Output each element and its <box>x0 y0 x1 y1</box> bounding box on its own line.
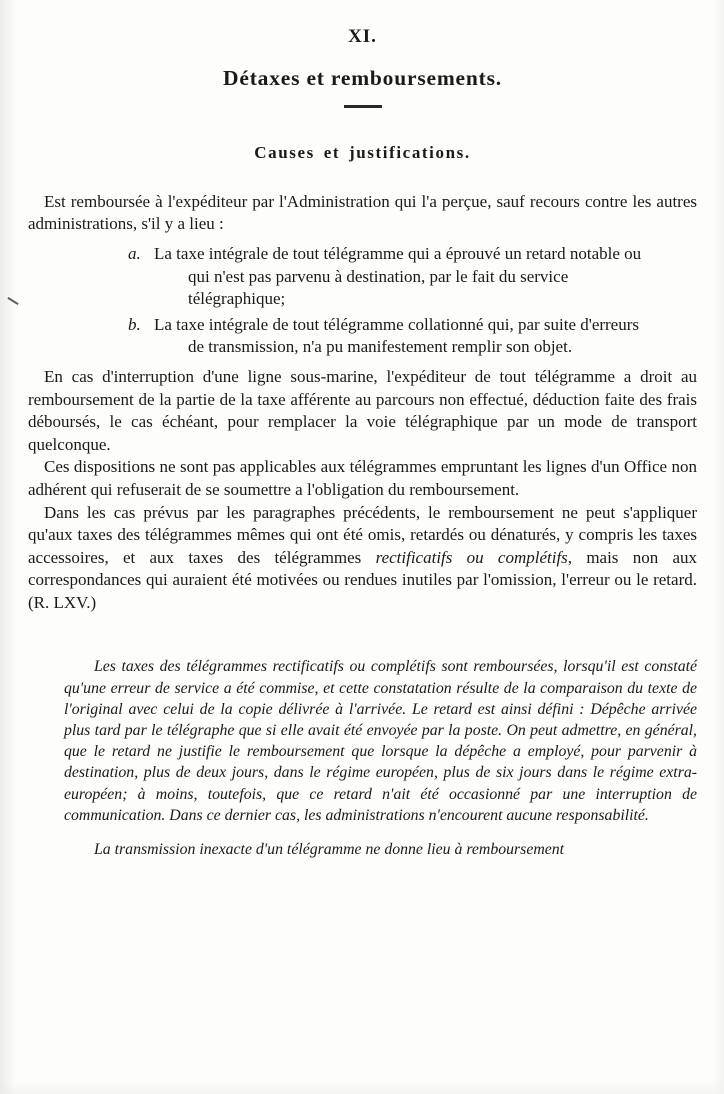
page-title: Détaxes et remboursements. <box>223 65 502 90</box>
paragraph-refund-cases-text-1: Dans les cas prévus par les paragraphes précédents, le remboursement ne peut s'appliquer qu'aux taxes des télégrammes mêmes qui ont été omis, retardés ou dénaturés, y compris les taxes accessoires, et aux taxes des télégrammes <box>28 502 697 567</box>
commentary-final-line: La transmission inexacte d'un télégramme ne donne lieu à remboursement <box>94 841 565 859</box>
section-number: XI. <box>348 26 377 47</box>
separator-rule <box>344 105 382 108</box>
italic-phrase-rectificatifs: rectificatifs ou complétifs <box>375 547 568 567</box>
paragraph-refund-cases <box>28 502 697 615</box>
list-item-a <box>28 243 659 311</box>
paragraph-office-non-adherent: Ces dispositions ne sont pas applicables aux télégrammes empruntant les lignes d'un Office non adhérent qui refuserait de se soumettre a l'obligation du remboursement. <box>28 457 697 499</box>
section-subtitle: Causes et justifications. <box>254 143 471 163</box>
paragraph-submarine-line: En cas d'interruption d'une ligne sous-marine, l'expéditeur de tout télégramme a droit au remboursement de la partie de la taxe afférente au parcours non effectué, déduction faite des frais déboursés, le cas échéant, pour remplacer la voie télégraphique par un mode de transport quelconque. <box>28 366 697 454</box>
list-marker-a: a. <box>128 243 141 263</box>
list-marker-b: b. <box>128 314 141 334</box>
paragraph-intro: Est remboursée à l'expéditeur par l'Administration qui l'a perçue, sauf recours contre les autres administrations, s'il y a lieu : <box>28 191 697 234</box>
refund-cases-list <box>28 243 659 359</box>
scan-artifact-mark <box>7 297 18 305</box>
list-item-b-text: La taxe intégrale de tout télégramme collationné qui, par suite d'erreurs de transmission, n'a pu manifestement remplir son objet. <box>154 314 640 357</box>
paragraph-refund-cases-text-2: , mais non aux correspondances qui auraient été motivées ou rendues inutiles par l'omission, l'erreur ou le retard. (R. LXV.) <box>28 547 698 612</box>
list-item-b <box>28 314 659 359</box>
commentary-section <box>64 656 697 860</box>
commentary-paragraph: Les taxes des télégrammes rectificatifs ou complétifs sont remboursées, lorsqu'il est constaté qu'une erreur de service a été commise, et cette constatation résulte de la comparaison du texte de l'original avec celui de la copie délivrée à l'arrivée. Le retard est ainsi défini : Dépêche arrivée plus tard par le télégraphe que si elle avait été envoyée par la poste. On peut admettre, en général, que le retard ne justifie le remboursement que lorsque la dépêche a employé, pour parvenir à destination, plus de deux jours, dans le régime européen, plus de six jours dans le régime extra-européen; à moins, toutefois, que ce retard n'ait été occasionné par une interruption de communication. Dans ce dernier cas, les administrations n'encourent aucune responsabilité. <box>64 658 697 824</box>
list-item-a-text: La taxe intégrale de tout télégramme qui a éprouvé un retard notable ou qui n'est pas parvenu à destination, par le fait du service télégraphique; <box>154 243 642 309</box>
